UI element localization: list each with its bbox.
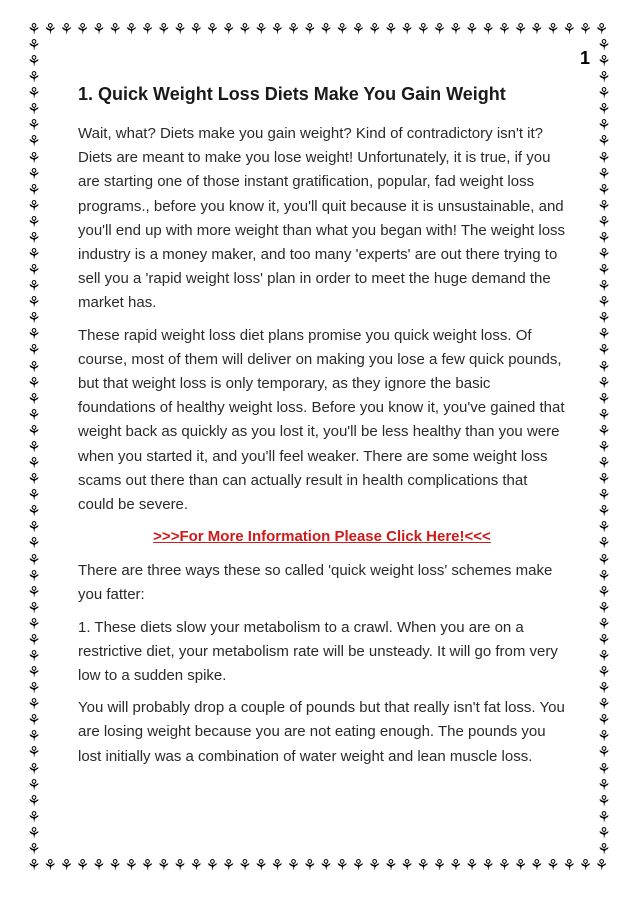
- border-left: [26, 38, 42, 858]
- flower-icon: ⚘: [27, 839, 41, 858]
- flower-icon: ⚘: [597, 357, 611, 376]
- flower-icon: ⚘: [562, 856, 576, 874]
- flower-icon: ⚘: [27, 100, 41, 119]
- flower-icon: ⚘: [27, 180, 41, 199]
- flower-icon: ⚘: [286, 856, 301, 874]
- flower-icon: ⚘: [465, 20, 479, 38]
- flower-icon: ⚘: [238, 856, 252, 874]
- flower-icon: ⚘: [562, 20, 576, 38]
- flower-icon: ⚘: [481, 20, 495, 38]
- flower-icon: ⚘: [27, 711, 41, 730]
- border-top: [26, 22, 610, 38]
- flower-icon: ⚘: [27, 228, 41, 247]
- flower-icon: ⚘: [59, 856, 74, 874]
- flower-icon: ⚘: [270, 856, 284, 874]
- flower-icon: ⚘: [530, 856, 544, 874]
- flower-icon: ⚘: [254, 20, 268, 38]
- flower-icon: ⚘: [205, 20, 220, 38]
- flower-icon: ⚘: [27, 823, 41, 842]
- flower-icon: ⚘: [302, 856, 317, 874]
- flower-icon: ⚘: [189, 856, 203, 874]
- flower-icon: ⚘: [513, 856, 528, 874]
- flower-icon: ⚘: [594, 20, 609, 38]
- flower-icon: ⚘: [27, 582, 41, 601]
- flower-icon: ⚘: [597, 695, 611, 714]
- flower-icon: ⚘: [27, 405, 41, 424]
- flower-icon: ⚘: [189, 20, 203, 38]
- flower-icon: ⚘: [597, 100, 611, 119]
- paragraph: These rapid weight loss diet plans promise you quick weight loss. Of course, most of them will deliver on making you lose a few quick pounds, but that weight loss is only temporary, as they ignore the basic foundations of healthy weight loss. Before you know it, you've gained that weight back as quickly as you lost it, you'll be less healthy than you were when you started it, and you'll feel weaker. There are some weight loss scams out there than can actually result in health complications that could be severe.: [78, 326, 565, 514]
- flower-icon: ⚘: [27, 518, 41, 537]
- flower-icon: ⚘: [27, 614, 41, 633]
- border-bottom: [26, 858, 610, 874]
- flower-icon: ⚘: [335, 856, 349, 874]
- article-body: [78, 76, 566, 777]
- flower-icon: ⚘: [27, 20, 41, 38]
- paragraph: There are three ways these so called 'quick weight loss' schemes make you fatter:: [78, 562, 553, 604]
- more-info-link-row: [78, 525, 566, 549]
- flower-icon: ⚘: [384, 856, 398, 874]
- flower-icon: ⚘: [578, 20, 593, 38]
- flower-icon: ⚘: [27, 695, 41, 714]
- more-info-link[interactable]: >>>For More Information Please Click Here!<<<: [153, 528, 491, 546]
- flower-icon: ⚘: [465, 856, 479, 874]
- flower-icon: ⚘: [384, 20, 398, 38]
- flower-icon: ⚘: [27, 663, 41, 682]
- flower-icon: ⚘: [319, 20, 333, 38]
- flower-icon: ⚘: [27, 775, 41, 794]
- paragraph: Wait, what? Diets make you gain weight? Kind of contradictory isn't it? Diets are meant to make you lose weight! Unfortunately, it is true, if you are starting one of those instant gratification, popular, fad weight loss programs., before you know it, you'll quit because it is unsustainable, and you'll end up with more weight than what you began with! The weight loss industry is a money maker, and too many 'experts' are out there trying to sell you a 'rapid weight loss' plan in order to meet the huge demand the market has.: [78, 125, 566, 312]
- flower-icon: ⚘: [597, 663, 611, 682]
- flower-icon: ⚘: [597, 759, 611, 778]
- flower-icon: ⚘: [597, 598, 611, 617]
- flower-icon: ⚘: [27, 164, 41, 183]
- flower-icon: ⚘: [335, 20, 349, 38]
- flower-icon: ⚘: [597, 164, 611, 183]
- flower-icon: ⚘: [27, 277, 41, 296]
- flower-icon: ⚘: [400, 856, 414, 874]
- flower-icon: ⚘: [597, 614, 611, 633]
- flower-icon: ⚘: [597, 550, 611, 569]
- flower-icon: ⚘: [27, 389, 41, 408]
- flower-icon: ⚘: [27, 727, 41, 746]
- flower-icon: ⚘: [597, 711, 611, 730]
- flower-icon: ⚘: [597, 727, 611, 746]
- flower-icon: ⚘: [597, 437, 611, 456]
- flower-icon: ⚘: [27, 486, 41, 505]
- flower-icon: ⚘: [140, 856, 155, 874]
- flower-icon: ⚘: [205, 856, 220, 874]
- flower-icon: ⚘: [27, 454, 41, 473]
- flower-icon: ⚘: [27, 502, 41, 521]
- flower-icon: ⚘: [594, 856, 609, 874]
- flower-icon: ⚘: [597, 630, 611, 649]
- flower-icon: ⚘: [27, 116, 41, 135]
- flower-icon: ⚘: [173, 20, 187, 38]
- flower-icon: ⚘: [597, 421, 611, 440]
- flower-icon: ⚘: [597, 148, 611, 167]
- flower-icon: ⚘: [597, 293, 611, 312]
- flower-icon: ⚘: [597, 486, 611, 505]
- flower-icon: ⚘: [351, 20, 366, 38]
- flower-icon: ⚘: [27, 68, 41, 87]
- flower-icon: ⚘: [597, 405, 611, 424]
- flower-icon: ⚘: [597, 132, 611, 151]
- flower-icon: ⚘: [27, 245, 41, 264]
- flower-icon: ⚘: [578, 856, 593, 874]
- flower-icon: ⚘: [530, 20, 544, 38]
- flower-icon: ⚘: [432, 856, 447, 874]
- flower-icon: ⚘: [27, 212, 41, 231]
- flower-icon: ⚘: [597, 373, 611, 392]
- flower-icon: ⚘: [43, 856, 57, 874]
- flower-icon: ⚘: [597, 68, 611, 87]
- flower-icon: ⚘: [140, 20, 155, 38]
- flower-icon: ⚘: [367, 20, 382, 38]
- flower-icon: ⚘: [597, 52, 611, 71]
- flower-icon: ⚘: [448, 856, 463, 874]
- flower-icon: ⚘: [319, 856, 333, 874]
- flower-icon: ⚘: [75, 20, 90, 38]
- flower-icon: ⚘: [597, 228, 611, 247]
- flower-icon: ⚘: [597, 245, 611, 264]
- flower-icon: ⚘: [597, 277, 611, 296]
- flower-icon: ⚘: [597, 534, 611, 553]
- flower-icon: ⚘: [597, 261, 611, 280]
- flower-icon: ⚘: [27, 132, 41, 151]
- flower-icon: ⚘: [27, 534, 41, 553]
- flower-icon: ⚘: [92, 20, 106, 38]
- flower-icon: ⚘: [597, 309, 611, 328]
- paragraph: You will probably drop a couple of pounds but that really isn't fat loss. You are losing weight because you are not eating enough. The pounds you lost initially was a combination of water weight and lean muscle loss.: [78, 699, 565, 765]
- flower-icon: ⚘: [481, 856, 495, 874]
- flower-icon: ⚘: [400, 20, 414, 38]
- flower-icon: ⚘: [597, 502, 611, 521]
- flower-icon: ⚘: [497, 20, 512, 38]
- flower-icon: ⚘: [416, 856, 430, 874]
- flower-icon: ⚘: [302, 20, 317, 38]
- flower-icon: ⚘: [597, 743, 611, 762]
- flower-icon: ⚘: [27, 261, 41, 280]
- flower-icon: ⚘: [157, 20, 171, 38]
- flower-icon: ⚘: [513, 20, 528, 38]
- flower-icon: ⚘: [27, 373, 41, 392]
- flower-icon: ⚘: [27, 84, 41, 103]
- flower-icon: ⚘: [254, 856, 268, 874]
- flower-icon: ⚘: [27, 293, 41, 312]
- flower-icon: ⚘: [597, 679, 611, 698]
- flower-icon: ⚘: [286, 20, 301, 38]
- flower-icon: ⚘: [597, 389, 611, 408]
- flower-icon: ⚘: [43, 20, 57, 38]
- flower-icon: ⚘: [124, 856, 139, 874]
- flower-icon: ⚘: [27, 807, 41, 826]
- flower-icon: ⚘: [497, 856, 512, 874]
- flower-icon: ⚘: [270, 20, 284, 38]
- flower-icon: ⚘: [27, 856, 41, 874]
- flower-icon: ⚘: [173, 856, 187, 874]
- flower-icon: ⚘: [27, 325, 41, 344]
- flower-icon: ⚘: [27, 630, 41, 649]
- flower-icon: ⚘: [27, 470, 41, 489]
- flower-icon: ⚘: [27, 791, 41, 810]
- flower-icon: ⚘: [27, 357, 41, 376]
- flower-icon: ⚘: [27, 437, 41, 456]
- flower-icon: ⚘: [597, 212, 611, 231]
- flower-icon: ⚘: [27, 759, 41, 778]
- flower-icon: ⚘: [27, 743, 41, 762]
- flower-icon: ⚘: [597, 470, 611, 489]
- flower-icon: ⚘: [597, 325, 611, 344]
- flower-icon: ⚘: [221, 856, 236, 874]
- flower-icon: ⚘: [75, 856, 90, 874]
- paragraph: 1. These diets slow your metabolism to a crawl. When you are on a restrictive diet, your metabolism rate will be unsteady. It will go from very low to a sudden spike.: [78, 618, 558, 685]
- flower-icon: ⚘: [416, 20, 430, 38]
- flower-icon: ⚘: [351, 856, 366, 874]
- flower-icon: ⚘: [157, 856, 171, 874]
- flower-icon: ⚘: [27, 341, 41, 360]
- flower-icon: ⚘: [597, 454, 611, 473]
- flower-icon: ⚘: [27, 52, 41, 71]
- flower-icon: ⚘: [108, 20, 122, 38]
- page-number: 1: [579, 48, 590, 68]
- flower-icon: ⚘: [124, 20, 139, 38]
- flower-icon: ⚘: [27, 598, 41, 617]
- flower-icon: ⚘: [597, 823, 611, 842]
- flower-icon: ⚘: [597, 116, 611, 135]
- flower-icon: ⚘: [597, 807, 611, 826]
- flower-icon: ⚘: [597, 646, 611, 665]
- flower-icon: ⚘: [221, 20, 236, 38]
- flower-icon: ⚘: [597, 180, 611, 199]
- flower-icon: ⚘: [27, 148, 41, 167]
- flower-icon: ⚘: [27, 646, 41, 665]
- flower-icon: ⚘: [27, 421, 41, 440]
- flower-icon: ⚘: [546, 20, 560, 38]
- flower-icon: ⚘: [27, 36, 41, 54]
- flower-icon: ⚘: [432, 20, 447, 38]
- flower-icon: ⚘: [597, 791, 611, 810]
- flower-icon: ⚘: [597, 775, 611, 794]
- flower-icon: ⚘: [92, 856, 106, 874]
- flower-icon: ⚘: [597, 196, 611, 215]
- flower-icon: ⚘: [546, 856, 560, 874]
- flower-icon: ⚘: [27, 550, 41, 569]
- flower-icon: ⚘: [27, 566, 41, 585]
- article-heading: 1. Quick Weight Loss Diets Make You Gain Weight: [78, 84, 506, 104]
- flower-icon: ⚘: [597, 518, 611, 537]
- flower-icon: ⚘: [59, 20, 74, 38]
- flower-icon: ⚘: [597, 36, 611, 54]
- flower-icon: ⚘: [597, 839, 611, 858]
- flower-icon: ⚘: [597, 84, 611, 103]
- border-right: [596, 38, 612, 858]
- flower-icon: ⚘: [597, 341, 611, 360]
- flower-icon: ⚘: [238, 20, 252, 38]
- flower-icon: ⚘: [27, 679, 41, 698]
- flower-icon: ⚘: [367, 856, 382, 874]
- flower-icon: ⚘: [27, 309, 41, 328]
- flower-icon: ⚘: [108, 856, 122, 874]
- flower-icon: ⚘: [597, 582, 611, 601]
- flower-icon: ⚘: [27, 196, 41, 215]
- flower-icon: ⚘: [448, 20, 463, 38]
- flower-icon: ⚘: [597, 566, 611, 585]
